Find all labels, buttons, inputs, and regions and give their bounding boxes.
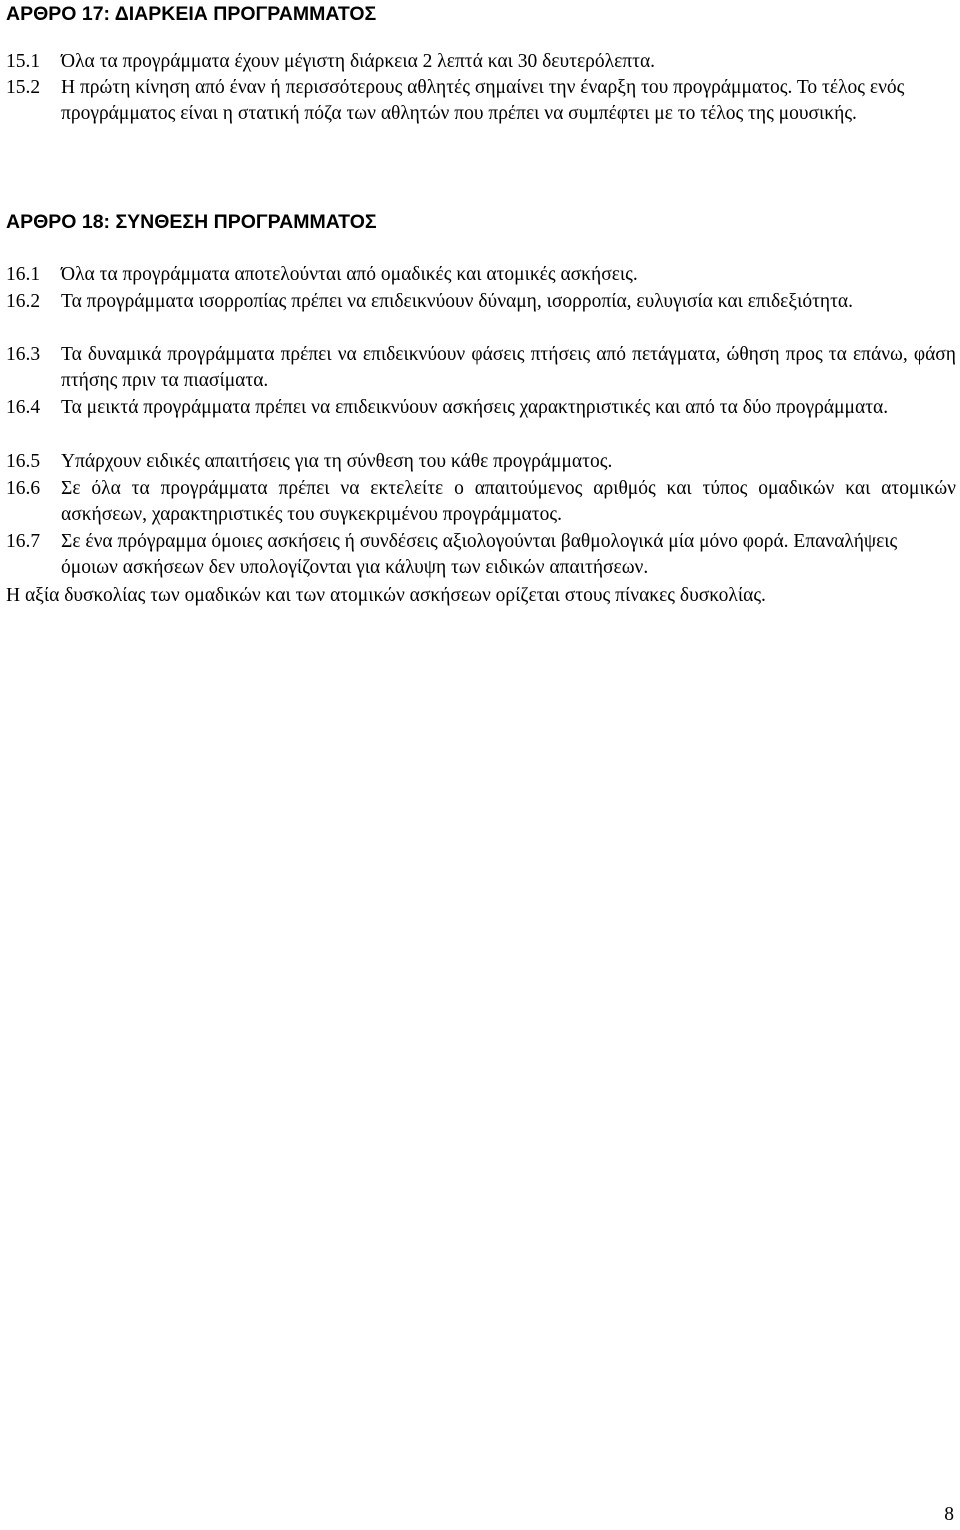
article-17-heading: ΑΡΘΡΟ 17: ΔΙΑΡΚΕΙΑ ΠΡΟΓΡΑΜΜΑΤΟΣ: [6, 3, 377, 25]
list-item-15-1: [6, 49, 956, 75]
item-text: Όλα τα προγράμματα αποτελούνται από ομαδικές και ατομικές ασκήσεις.: [61, 264, 638, 285]
list-item-16-4: [6, 395, 956, 421]
list-item-16-3: [6, 342, 956, 394]
item-number: 16.6: [6, 478, 41, 499]
item-number: 16.1: [6, 264, 41, 285]
item-text: Η πρώτη κίνηση από έναν ή περισσότερους αθλητές σημαίνει την έναρξη του προγράμματος. Το τέλος ενός προγράμματος είναι η στατική πόζα των αθλητών που πρέπει να συμπέφτει με το τέλος της μουσικής.: [61, 77, 905, 124]
item-text: Τα μεικτά προγράμματα πρέπει να επιδεικνύουν ασκήσεις χαρακτηριστικές και από τα δύο προγράμματα.: [61, 397, 889, 418]
article-18-heading: ΑΡΘΡΟ 18: ΣΥΝΘΕΣΗ ΠΡΟΓΡΑΜΜΑΤΟΣ: [6, 211, 377, 233]
list-item-16-5: [6, 449, 956, 475]
item-text: Τα προγράμματα ισορροπίας πρέπει να επιδεικνύουν δύναμη, ισορροπία, ευλυγισία και επιδεξιότητα.: [61, 291, 854, 312]
closing-paragraph: Η αξία δυσκολίας των ομαδικών και των ατομικών ασκήσεων ορίζεται στους πίνακες δυσκολίας.: [6, 585, 766, 606]
list-item-16-6: [6, 476, 956, 528]
list-item-15-2: [6, 75, 956, 127]
item-number: 15.2: [6, 77, 41, 98]
item-number: 16.4: [6, 397, 41, 418]
item-number: 16.7: [6, 531, 41, 552]
list-item-16-1: [6, 262, 956, 288]
item-text: Όλα τα προγράμματα έχουν μέγιστη διάρκεια 2 λεπτά και 30 δευτερόλεπτα.: [61, 51, 656, 72]
item-text: Τα δυναμικά προγράμματα πρέπει να επιδεικνύουν φάσεις πτήσεις από πετάγματα, ώθηση προς τα επάνω, φάση πτήσης πριν τα πιασίματα.: [61, 344, 956, 391]
item-number: 16.5: [6, 451, 41, 472]
item-text: Σε όλα τα προγράμματα πρέπει να εκτελείτε ο απαιτούμενος αριθμός και τύπος ομαδικών και ατομικών ασκήσεων, χαρακτηριστικές του συγκεκριμένου προγράμματος.: [61, 478, 956, 525]
list-item-16-2: [6, 289, 956, 315]
item-text: Σε ένα πρόγραμμα όμοιες ασκήσεις ή συνδέσεις αξιολογούνται βαθμολογικά μία μόνο φορά. Επαναλήψεις όμοιων ασκήσεων δεν υπολογίζονται για κάλυψη των ειδικών απαιτήσεων.: [61, 531, 898, 578]
item-text: Υπάρχουν ειδικές απαιτήσεις για τη σύνθεση του κάθε προγράμματος.: [61, 451, 613, 472]
list-item-16-7: [6, 529, 956, 581]
item-number: 16.3: [6, 344, 41, 365]
item-number: 16.2: [6, 291, 41, 312]
item-number: 15.1: [6, 51, 41, 72]
page-number: 8: [944, 1504, 954, 1525]
